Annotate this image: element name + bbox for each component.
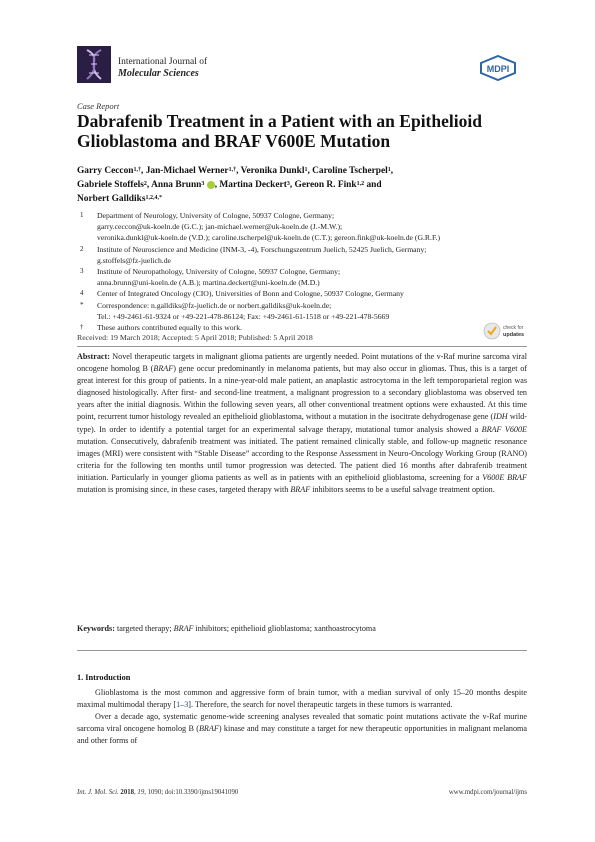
mdpi-logo-text: MDPI bbox=[486, 64, 510, 74]
check-updates-line1: check for bbox=[503, 325, 524, 331]
footer-doi: , 1090; doi:10.3390/ijms19041090 bbox=[144, 789, 239, 796]
footer-year: 2018 bbox=[120, 789, 135, 796]
author-affiliation-marker: 1,2,4,* bbox=[145, 195, 162, 201]
affiliation-marker: † bbox=[80, 323, 84, 332]
affiliation-text bbox=[97, 300, 527, 322]
journal-name-line1: International Journal of bbox=[118, 57, 208, 67]
author-name: Caroline Tscherpel bbox=[312, 166, 388, 176]
citation-link[interactable]: 3 bbox=[184, 700, 189, 710]
text-run: mutation. Consecutively, dabrafenib treatment was initiated. The patient remained clinically stable, and follow-up magnetic resonance images (MRI) were consistent with “Stable Disease” according to the Response Assessment in Neuro-Oncology Working Group (RANO) criteria for the following ten months until tumor progression was detected. The patient died 16 months after dabrafenib treatment initiation. Particularly in younger glioma patients as well as in patients with an epithelioid glioblastoma, screening for a bbox=[77, 436, 527, 482]
author bbox=[151, 180, 215, 190]
article-title: Dabrafenib Treatment in a Patient with an Epithelioid Glioblastoma and BRAF V600E Mutation bbox=[77, 111, 482, 151]
author-name: Anna Brunn bbox=[151, 180, 202, 190]
text-run: BRAF bbox=[290, 485, 311, 495]
paragraph bbox=[77, 687, 527, 711]
affiliation-line: Department of Neurology, University of Cologne, 50937 Cologne, Germany; bbox=[97, 211, 335, 220]
affiliation-marker: * bbox=[80, 300, 84, 309]
author bbox=[77, 180, 147, 190]
keywords-label: Keywords: bbox=[77, 624, 115, 633]
author-name: Martina Deckert bbox=[219, 180, 287, 190]
affiliation-line: Institute of Neuropathology, University of Cologne, 50937 Cologne, Germany; bbox=[97, 267, 341, 277]
text-run: V600E BRAF bbox=[482, 472, 527, 482]
author bbox=[219, 180, 289, 190]
affiliation-line: g.stoffels@fz-juelich.de bbox=[97, 255, 171, 265]
article-type: Case Report bbox=[77, 101, 120, 111]
author-name: Gereon R. Fink bbox=[294, 180, 357, 190]
text-run: inhibitors; epithelioid glioblastoma; xanthoastrocytoma bbox=[193, 624, 376, 633]
author bbox=[312, 166, 391, 176]
affiliation-text bbox=[97, 244, 527, 266]
affiliation-marker: 3 bbox=[80, 267, 84, 276]
affiliation-item bbox=[77, 244, 527, 266]
footer-journal-url[interactable]: www.mdpi.com/journal/ijms bbox=[448, 789, 527, 796]
mdpi-logo-icon bbox=[479, 55, 517, 81]
author-affiliation-marker: 1 bbox=[387, 167, 391, 173]
author bbox=[241, 166, 308, 176]
citation-link[interactable]: 1 bbox=[176, 700, 181, 710]
orcid-icon[interactable] bbox=[207, 181, 215, 189]
text-run: ) gene occur predominantly in melanoma patients, but may also occur in gliomas. Thus, this is a target of great interest for this group of patients. In a nine-year-old male patient, an anaplastic astrocytoma in the left temporoparietal region was diagnosed histologically. After first- and second-line treatment, a malignant progression to a secondary glioblastoma was observed ten years after the initial diagnosis. Within the following seven years, all other conventional treatment options were exhausted. At this time point, recurrent tumor histology revealed an epithelioid glioblastoma, without a mutation in the isocitrate dehydrogenase gene ( bbox=[77, 364, 527, 422]
header-divider bbox=[77, 346, 527, 347]
author-name: Garry Ceccon bbox=[77, 166, 134, 176]
affiliation-text bbox=[97, 210, 527, 244]
abstract-label: Abstract: bbox=[77, 352, 110, 361]
footer-journal-abbrev: Int. J. Mol. Sci. bbox=[77, 789, 119, 796]
affiliation-list bbox=[77, 210, 527, 333]
check-updates-line2: updates bbox=[503, 332, 525, 338]
author-name: Jan-Michael Werner bbox=[145, 166, 229, 176]
footer-citation: Int. J. Mol. Sci. 2018, 19, 1090; doi:10.3390/ijms19041090 bbox=[77, 789, 239, 796]
affiliation-line: garry.ceccon@uk-koeln.de (G.C.); jan-michael.werner@uk-koeln.de (J.-M.W.); bbox=[97, 222, 343, 232]
author-name: Gabriele Stoffels bbox=[77, 180, 144, 190]
text-run: inhibitors seems to be a useful salvage treatment option. bbox=[310, 485, 495, 495]
text-run: Novel therapeutic targets in malignant glioma patients are urgently needed. Point mutations of the v-Raf murine sarcoma viral oncogene homolog B ( bbox=[77, 352, 527, 374]
author-name: Veronika Dunkl bbox=[240, 166, 305, 176]
author bbox=[77, 166, 141, 176]
affiliation-text bbox=[97, 266, 527, 288]
publication-dates: Received: 19 March 2018; Accepted: 5 April 2018; Published: 5 April 2018 bbox=[77, 333, 313, 342]
affiliation-item bbox=[77, 288, 527, 299]
affiliation-line: Tel.: +49-2461-61-9324 or +49-221-478-86124; Fax: +49-2461-61-1518 or +49-221-478-5669 bbox=[97, 311, 390, 321]
paragraph bbox=[77, 711, 527, 747]
affiliation-marker: 2 bbox=[80, 244, 84, 253]
text-run: ]. Therefore, the search for novel therapeutic targets in these tumors is warranted. bbox=[188, 700, 453, 710]
text-run: ) kinase and may constitute a target for new therapeutic opportunities in malignant melanoma and other forms of bbox=[77, 724, 527, 746]
text-run: Over a decade ago, systematic genome-wide screening analyses revealed that somatic point mutations activate the v-Raf murine sarcoma viral oncogene homolog B ( bbox=[77, 712, 527, 734]
affiliation-item bbox=[77, 210, 527, 244]
affiliation-marker: 1 bbox=[80, 211, 84, 219]
author-affiliation-marker: 1,† bbox=[133, 167, 141, 173]
text-run: – bbox=[180, 700, 185, 710]
author bbox=[146, 166, 236, 176]
author bbox=[77, 194, 162, 204]
author-affiliation-marker: 2 bbox=[143, 181, 147, 187]
text-run: IDH bbox=[493, 412, 508, 422]
text-run: BRAF bbox=[198, 724, 219, 734]
check-for-updates-badge[interactable] bbox=[483, 320, 525, 342]
affiliation-item bbox=[77, 266, 527, 288]
text-run: BRAF bbox=[153, 364, 174, 374]
author-affiliation-marker: 1,2 bbox=[356, 181, 365, 187]
journal-name-line2: Molecular Sciences bbox=[118, 68, 199, 79]
author-affiliation-marker: 3 bbox=[201, 181, 205, 187]
text-run: mutation is promising since, in these cases, targeted therapy with bbox=[77, 485, 291, 495]
introduction-body bbox=[77, 687, 527, 747]
affiliation-item bbox=[77, 322, 527, 333]
affiliation-text bbox=[97, 322, 527, 333]
affiliation-text bbox=[97, 288, 527, 299]
text-run: Glioblastoma is the most common and aggressive form of brain tumor, with a median survival of only 15–20 months despite maximal multimodal therapy [ bbox=[77, 688, 527, 710]
footer-volume: 19 bbox=[137, 789, 145, 796]
affiliation-line: Center of Integrated Oncology (CIO), Universities of Bonn and Cologne, 50937 Cologne, Germany bbox=[97, 289, 404, 299]
text-run: BRAF bbox=[173, 624, 194, 633]
section-heading-introduction: 1. Introduction bbox=[77, 673, 131, 682]
author-affiliation-marker: 1 bbox=[304, 167, 308, 173]
text-run: wild-type). In order to identify a potential target for an experimental salvage therapy, mutational tumor analysis showed a bbox=[77, 412, 527, 434]
text-run: targeted therapy; bbox=[114, 624, 174, 633]
text-run: BRAF V600E bbox=[481, 424, 527, 434]
affiliation-line: Correspondence: n.galldiks@fz-juelich.de or norbert.galldiks@uk-koeln.de; bbox=[97, 300, 332, 310]
journal-logo-icon bbox=[77, 46, 111, 83]
affiliation-line: These authors contributed equally to this work. bbox=[97, 323, 242, 333]
author-affiliation-marker: 1,† bbox=[228, 167, 237, 173]
keywords bbox=[77, 623, 527, 635]
section-divider bbox=[77, 650, 527, 651]
affiliation-line: veronika.dunkl@uk-koeln.de (V.D.); caroline.tscherpel@uk-koeln.de (C.T.); gereon.fink@uk-koeln.de (G.R.F.) bbox=[97, 233, 441, 243]
author-name: Norbert Galldiks bbox=[77, 194, 146, 204]
affiliation-line: anna.brunn@uni-koeln.de (A.B.); martina.deckert@uni-koeln.de (M.D.) bbox=[97, 278, 320, 288]
affiliation-marker: 4 bbox=[80, 289, 84, 298]
abstract bbox=[77, 351, 527, 496]
author-list: Garry Ceccon$^{1,\dagger}$, Jan-Michael Werner$^{1,\dagger}$, Veronika Dunkl$^1$, Caroline Tscherpel$^1$, Gabriele Stoffels$^2$, Anna Brunn$^3$ , Martina Deckert$^3$, Gereon R. Fink$^{1,2}$ and Norbert Galldiks$^{1,2,4,*}$ bbox=[77, 166, 394, 204]
author bbox=[295, 180, 365, 190]
affiliation-item bbox=[77, 300, 527, 322]
journal-name bbox=[118, 56, 207, 80]
author-affiliation-marker: 3 bbox=[286, 181, 290, 187]
affiliation-line: Institute of Neuroscience and Medicine (INM-3, -4), Forschungszentrum Juelich, 52425 Juelich, Germany; bbox=[97, 244, 427, 254]
